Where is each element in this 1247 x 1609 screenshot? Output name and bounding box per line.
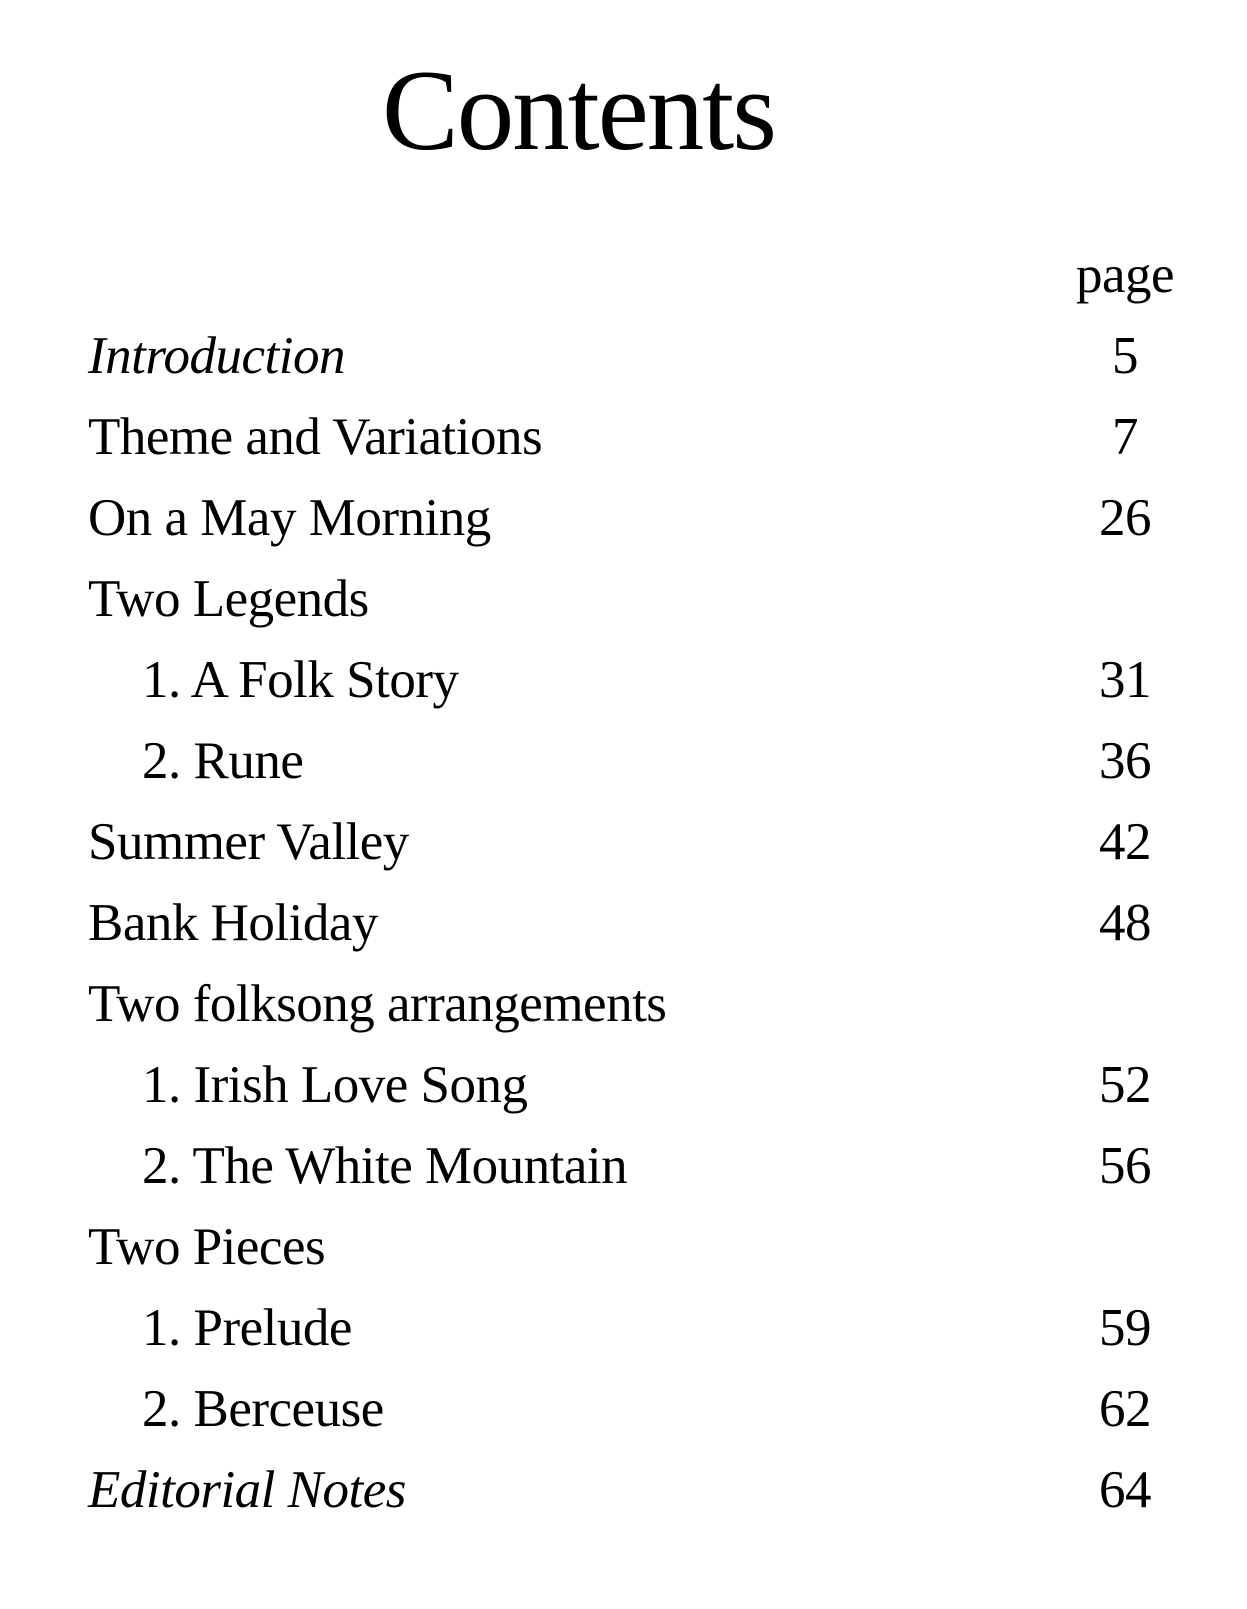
toc-row: [88, 1449, 1185, 1530]
toc-entry-label: Two folksong arrangements: [88, 974, 667, 1033]
toc-entry-page: 59: [1099, 1298, 1151, 1357]
toc-entry-page: 62: [1099, 1379, 1151, 1438]
toc-entry-page: 5: [1112, 326, 1138, 385]
toc-entry-label: Editorial Notes: [88, 1460, 406, 1519]
toc-row: [88, 882, 1185, 963]
page-column-header: page: [1075, 245, 1175, 304]
toc-row: [88, 1206, 1185, 1287]
toc-entry-label: On a May Morning: [88, 488, 491, 547]
toc-entry-label: 2. Rune: [142, 731, 304, 790]
toc-entry-label: Theme and Variations: [88, 407, 543, 466]
toc-entry-page: 64: [1099, 1460, 1151, 1519]
toc-entry-page: 52: [1099, 1055, 1151, 1114]
toc-header-row: [88, 234, 1185, 315]
toc-entry-label: Bank Holiday: [88, 893, 378, 952]
toc-row: [88, 558, 1185, 639]
toc-entry-label: 2. Berceuse: [142, 1379, 384, 1438]
page-title: Contents: [382, 47, 775, 174]
toc-entry-label: Two Pieces: [88, 1217, 326, 1276]
toc-row: [88, 477, 1185, 558]
toc-row: [88, 801, 1185, 882]
toc-row: [88, 1125, 1185, 1206]
toc-row: [88, 315, 1185, 396]
toc-entry-page: 48: [1099, 893, 1151, 952]
toc-row: [88, 1044, 1185, 1125]
toc-entry-label: 1. Prelude: [142, 1298, 352, 1357]
toc-entry-page: 26: [1099, 488, 1151, 547]
toc-row: [88, 639, 1185, 720]
toc-entry-page: 31: [1099, 650, 1151, 709]
toc-entry-label: Introduction: [88, 326, 346, 385]
toc-entry-label: 1. Irish Love Song: [142, 1055, 528, 1114]
toc-row: [88, 1287, 1185, 1368]
toc-entry-page: 42: [1099, 812, 1151, 871]
toc-entry-page: 7: [1112, 407, 1138, 466]
toc-row: [88, 720, 1185, 801]
toc-entry-page: 56: [1099, 1136, 1151, 1195]
toc-row: [88, 1368, 1185, 1449]
toc-entry-label: 2. The White Mountain: [142, 1136, 628, 1195]
toc-entry-label: Summer Valley: [88, 812, 409, 871]
toc-entry-page: 36: [1099, 731, 1151, 790]
toc-entry-label: Two Legends: [88, 569, 369, 628]
toc-list: [88, 234, 1185, 1530]
toc-entry-label: 1. A Folk Story: [142, 650, 459, 709]
toc-row: [88, 963, 1185, 1044]
toc-row: [88, 396, 1185, 477]
